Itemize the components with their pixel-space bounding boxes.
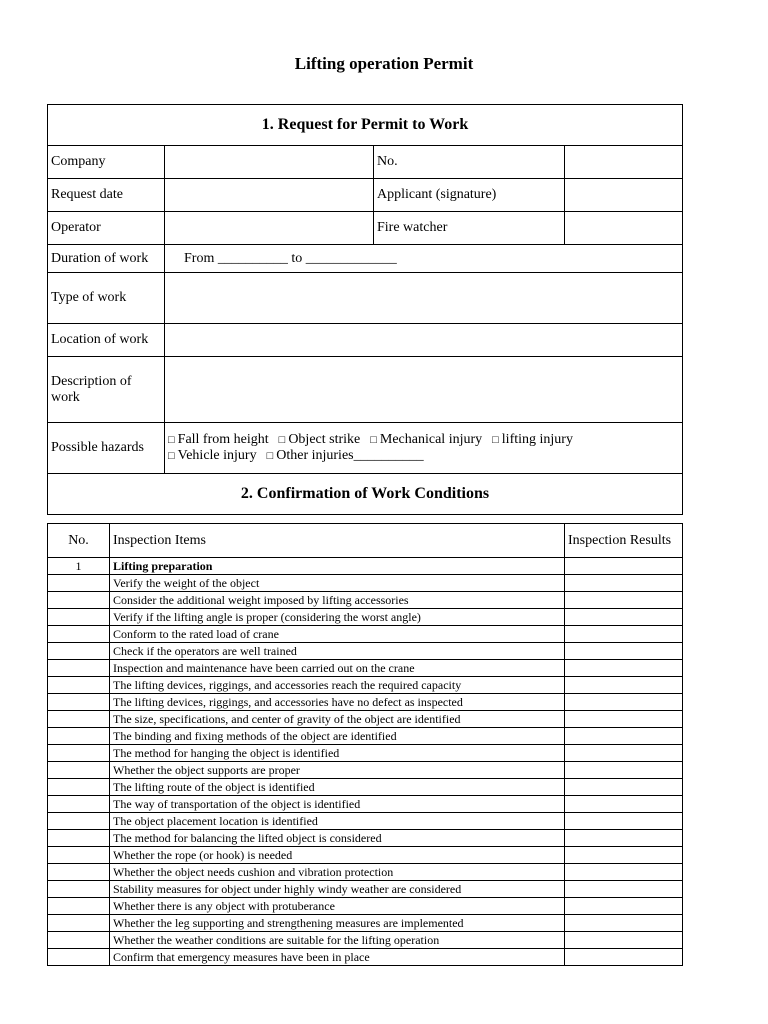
inspection-result-cell[interactable] [565,643,683,660]
row-no-cell [48,643,110,660]
location-of-work-label: Location of work [48,324,165,357]
row-no-cell [48,796,110,813]
inspection-item: The binding and fixing methods of the object are identified [110,728,565,745]
inspection-result-cell[interactable] [565,830,683,847]
inspection-item: Confirm that emergency measures have been in place [110,949,565,966]
inspection-result-cell[interactable] [565,779,683,796]
inspection-result-cell[interactable] [565,660,683,677]
request-date-label: Request date [48,179,165,212]
inspection-item: Inspection and maintenance have been carried out on the crane [110,660,565,677]
inspection-item: Whether the object supports are proper [110,762,565,779]
table-row [48,694,683,711]
inspection-result-cell[interactable] [565,728,683,745]
duration-text: From __________ to _____________ [184,250,397,266]
company-field[interactable] [165,146,374,179]
inspection-table [47,523,683,966]
description-of-work-label: Description of work [48,357,165,423]
row-no-cell [48,762,110,779]
inspection-result-cell[interactable] [565,881,683,898]
inspection-result-cell[interactable] [565,609,683,626]
hazard-label: Fall from height [177,432,269,447]
inspection-item: Verify if the lifting angle is proper (considering the worst angle) [110,609,565,626]
no-label: No. [374,146,565,179]
row-no-cell [48,864,110,881]
inspection-item: Whether there is any object with protuberance [110,898,565,915]
row-no-cell [48,694,110,711]
inspection-result-cell[interactable] [565,626,683,643]
group-row [48,558,683,575]
table-row [48,677,683,694]
description-of-work-field[interactable] [165,357,683,423]
hazard-label: Mechanical injury [379,432,483,447]
inspection-item: The method for hanging the object is identified [110,745,565,762]
inspection-result-cell[interactable] [565,694,683,711]
row-no-cell [48,779,110,796]
hazard-label: Other injuries__________ [276,448,424,463]
table-row [48,626,683,643]
table-row [48,932,683,949]
table-row [48,762,683,779]
row-no-cell [48,898,110,915]
inspection-result-cell[interactable] [565,864,683,881]
inspection-result-cell[interactable] [565,915,683,932]
checkbox-icon[interactable]: □ [266,450,274,462]
section-1-title: 1. Request for Permit to Work [48,105,683,146]
table-row [48,813,683,830]
row-no-cell [48,847,110,864]
table-row [48,643,683,660]
hazard-option[interactable] [267,448,424,463]
section-2-title: 2. Confirmation of Work Conditions [48,474,683,515]
row-no-cell [48,660,110,677]
checkbox-icon[interactable]: □ [492,434,499,446]
row-no-cell [48,609,110,626]
operator-field[interactable] [165,212,374,245]
inspection-item: The way of transportation of the object is identified [110,796,565,813]
inspection-item: The lifting devices, riggings, and accessories reach the required capacity [110,677,565,694]
hazard-option[interactable] [168,432,269,447]
inspection-result-cell[interactable] [565,592,683,609]
row-no-cell [48,711,110,728]
col-results-header: Inspection Results [565,524,683,558]
inspection-item: Check if the operators are well trained [110,643,565,660]
row-no-cell [48,575,110,592]
checkbox-icon[interactable]: □ [168,434,175,446]
fire-watcher-label: Fire watcher [374,212,565,245]
inspection-result-cell[interactable] [565,847,683,864]
inspection-item: The size, specifications, and center of gravity of the object are identified [110,711,565,728]
table-row [48,779,683,796]
table-row [48,796,683,813]
inspection-item: Stability measures for object under highly windy weather are considered [110,881,565,898]
inspection-item: The object placement location is identified [110,813,565,830]
group-result-cell[interactable] [565,558,683,575]
checkbox-icon[interactable]: □ [370,434,377,446]
group-no: 1 [48,558,110,575]
hazard-label: Vehicle injury [177,448,257,463]
fire-watcher-field[interactable] [565,212,683,245]
inspection-item: The lifting route of the object is identified [110,779,565,796]
table-row [48,592,683,609]
duration-field[interactable] [165,245,683,273]
hazard-label: lifting injury [501,432,573,447]
hazards-line-2 [168,448,679,464]
hazard-option[interactable] [370,432,482,447]
group-title: Lifting preparation [110,558,565,575]
hazard-option[interactable] [279,432,361,447]
request-date-field[interactable] [165,179,374,212]
table-row [48,711,683,728]
row-no-cell [48,830,110,847]
row-no-cell [48,915,110,932]
row-no-cell [48,677,110,694]
table-row [48,847,683,864]
inspection-item: Whether the leg supporting and strengthening measures are implemented [110,915,565,932]
col-no-header: No. [48,524,110,558]
inspection-result-cell[interactable] [565,796,683,813]
company-label: Company [48,146,165,179]
operator-label: Operator [48,212,165,245]
inspection-item: Conform to the rated load of crane [110,626,565,643]
table-row [48,898,683,915]
row-no-cell [48,932,110,949]
hazard-label: Object strike [288,432,361,447]
hazards-line-1 [168,432,679,448]
type-of-work-field[interactable] [165,273,683,324]
type-of-work-label: Type of work [48,273,165,324]
applicant-field[interactable] [565,179,683,212]
row-no-cell [48,949,110,966]
applicant-label: Applicant (signature) [374,179,565,212]
document-title: Lifting operation Permit [294,54,474,73]
table-row [48,745,683,762]
table-row [48,575,683,592]
inspection-item: Whether the object needs cushion and vibration protection [110,864,565,881]
row-no-cell [48,813,110,830]
inspection-result-cell[interactable] [565,949,683,966]
inspection-result-cell[interactable] [565,813,683,830]
inspection-result-cell[interactable] [565,762,683,779]
no-field[interactable] [565,146,683,179]
duration-label: Duration of work [48,245,165,273]
checkbox-icon[interactable]: □ [168,450,175,462]
inspection-header-row [48,524,683,558]
hazard-option[interactable] [168,448,257,463]
row-no-cell [48,881,110,898]
table-row [48,915,683,932]
inspection-result-cell[interactable] [565,575,683,592]
col-items-header: Inspection Items [110,524,565,558]
inspection-result-cell[interactable] [565,711,683,728]
inspection-item: Whether the weather conditions are suitable for the lifting operation [110,932,565,949]
table-row [48,864,683,881]
inspection-result-cell[interactable] [565,932,683,949]
permit-request-table [47,104,683,515]
inspection-item: Whether the rope (or hook) is needed [110,847,565,864]
table-row [48,660,683,677]
row-no-cell [48,626,110,643]
inspection-item: The lifting devices, riggings, and accessories have no defect as inspected [110,694,565,711]
location-of-work-field[interactable] [165,324,683,357]
row-no-cell [48,728,110,745]
hazards-options [165,423,683,474]
table-row [48,881,683,898]
table-row [48,728,683,745]
inspection-result-cell[interactable] [565,677,683,694]
table-row [48,830,683,847]
row-no-cell [48,745,110,762]
checkbox-icon[interactable]: □ [278,434,286,446]
inspection-result-cell[interactable] [565,745,683,762]
table-row [48,609,683,626]
inspection-item: Consider the additional weight imposed by lifting accessories [110,592,565,609]
inspection-result-cell[interactable] [565,898,683,915]
inspection-item: The method for balancing the lifted object is considered [110,830,565,847]
possible-hazards-label: Possible hazards [48,423,165,474]
inspection-item: Verify the weight of the object [110,575,565,592]
hazard-option[interactable] [492,432,573,447]
row-no-cell [48,592,110,609]
table-row [48,949,683,966]
